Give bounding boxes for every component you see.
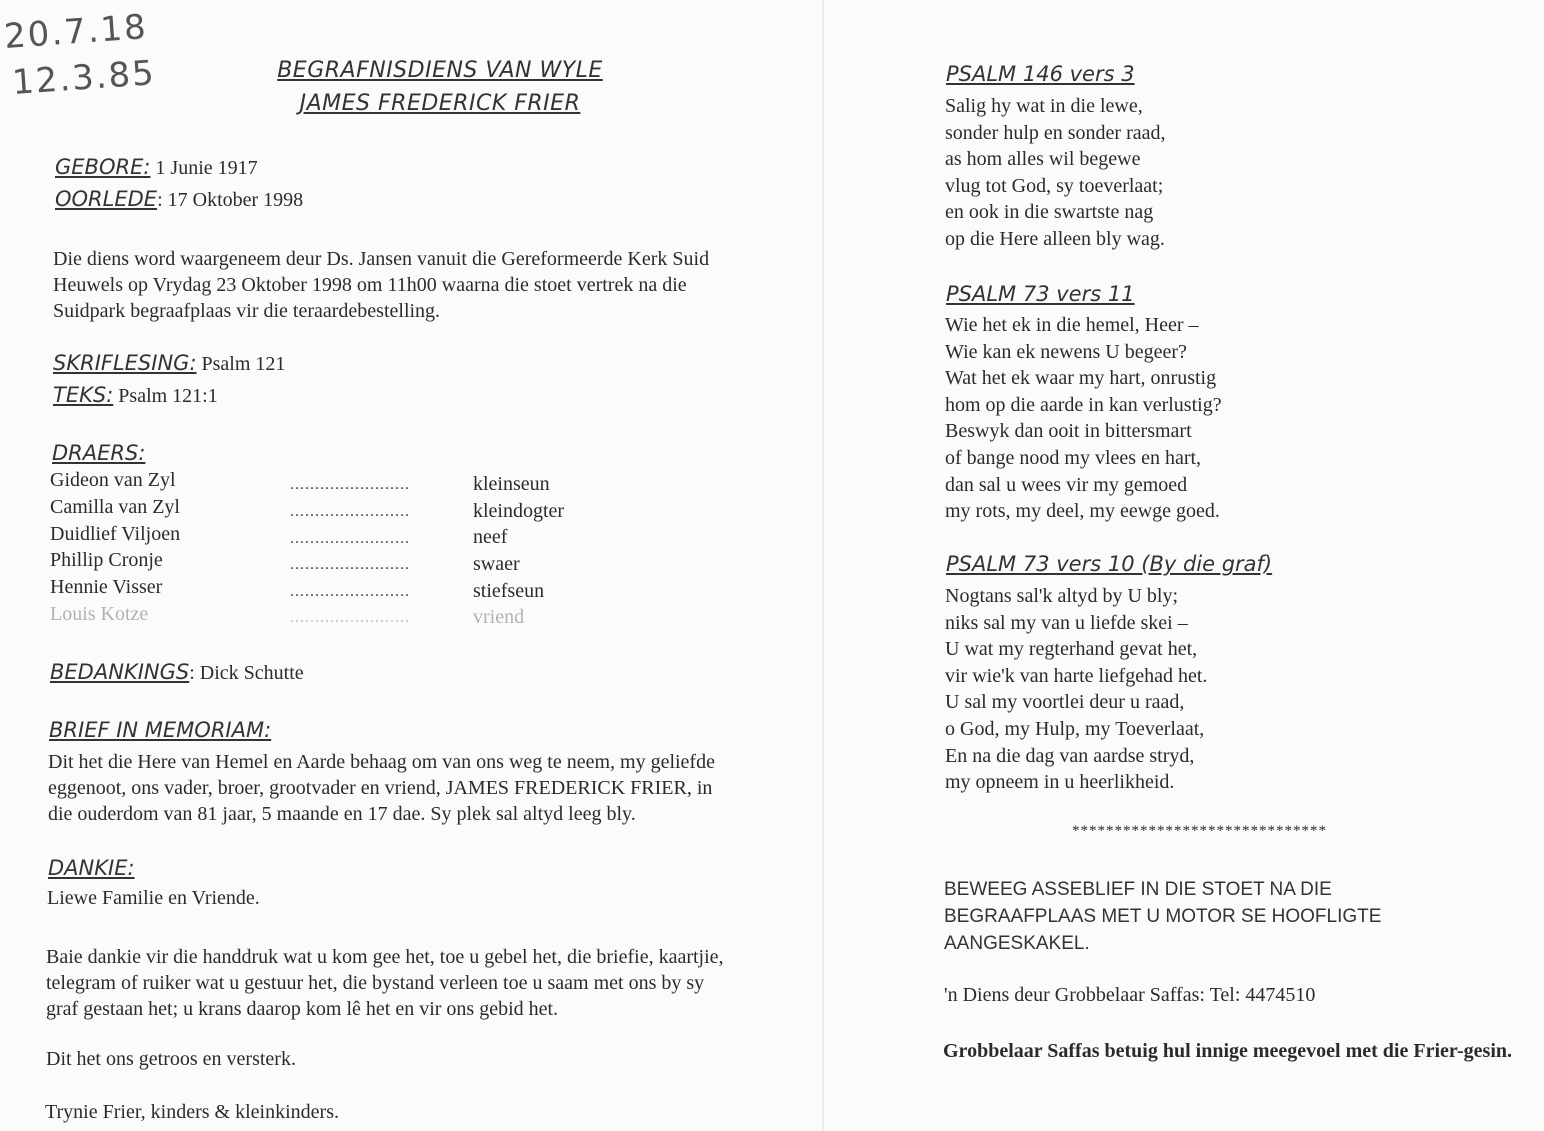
verse-line: dan sal u wees vir my gemoed: [945, 473, 1188, 496]
notice-line: BEGRAAFPLAAS MET U MOTOR SE HOOFLIGTE: [944, 906, 1382, 927]
bearer-dots: ........................: [290, 530, 410, 547]
verse-line: my rots, my deel, my eewge goed.: [945, 500, 1220, 523]
undertaker-line: 'n Diens deur Grobbelaar Saffas: Tel: 4474510: [944, 984, 1316, 1006]
service-line: Die diens word waargeneem deur Ds. Jansen vanuit die Gereformeerde Kerk Suid: [53, 248, 710, 270]
thanks-paragraph: [46, 944, 724, 1022]
born-value: 1 Junie 1917: [150, 157, 258, 179]
verse-line: Wie het ek in die hemel, Heer –: [945, 314, 1199, 336]
psalm-73-11-verse: [945, 312, 1222, 525]
service-paragraph: [53, 246, 709, 324]
bearer-name: Duidlief Viljoen: [50, 523, 181, 545]
bearer-relation: swaer: [473, 553, 520, 575]
psalm-146-title: PSALM 146 vers 3: [946, 62, 1135, 86]
bearer-relation: neef: [473, 526, 508, 548]
verse-line: of bange nood my vlees en hart,: [945, 446, 1202, 469]
thanks-line: Baie dankie vir die handdruk wat u kom gee het, toe u gebel het, die briefie, kaartjie,: [46, 946, 724, 968]
verse-line: my opneem in u heerlikheid.: [945, 771, 1175, 794]
verse-line: Nogtans sal'k altyd by U bly;: [945, 585, 1179, 607]
died-row: [55, 186, 303, 213]
handwritten-date-1: 20.7.18: [2, 7, 150, 57]
psalm-73-11-title: PSALM 73 vers 11: [946, 282, 1135, 306]
notice-line: AANGESKAKEL.: [944, 933, 1090, 954]
bearer-name: Phillip Cronje: [50, 549, 163, 571]
memoriam-label: BRIEF IN MEMORIAM:: [49, 718, 272, 742]
memoriam-heading: [49, 717, 271, 744]
bearer-dots: ........................: [290, 503, 410, 520]
service-line: Heuwels op Vrydag 23 Oktober 1998 om 11h00 waarna die stoet vertrek na die: [53, 274, 687, 296]
reading-row: [53, 350, 285, 377]
bearer-dots: ........................: [290, 476, 410, 493]
verse-line: vir wie'k van harte liefgehad het.: [945, 664, 1208, 687]
reading-label: SKRIFLESING:: [53, 351, 197, 375]
verse-line: vlug tot God, sy toeverlaat;: [945, 174, 1164, 197]
handwritten-date-2: 12.3.85: [10, 53, 158, 103]
service-line: Suidpark begraafplaas vir die teraardebestelling.: [53, 300, 441, 322]
bearer-dots: ........................: [290, 583, 410, 600]
text-label: TEKS:: [53, 383, 114, 407]
verse-line: Wat het ek waar my hart, onrustig: [945, 367, 1217, 390]
died-label: OORLEDE: [55, 187, 158, 211]
headlights-notice: [944, 876, 1381, 957]
bearer-name: Gideon van Zyl: [50, 469, 176, 491]
verse-line: Salig hy wat in die lewe,: [945, 95, 1143, 117]
text-value: Psalm 121:1: [113, 385, 218, 407]
verse-line: Wie kan ek newens U begeer?: [945, 340, 1187, 363]
bearer-relation: vriend: [473, 606, 525, 628]
thanks-heading: [48, 855, 135, 882]
bearer-name: Hennie Visser: [50, 576, 163, 598]
thanks-comfort: Dit het ons getroos en versterk.: [46, 1048, 296, 1070]
text-row: [53, 382, 218, 409]
memoriam-line: die ouderdom van 81 jaar, 5 maande en 17 dae. Sy plek sal altyd leeg bly.: [48, 803, 636, 825]
bearers-heading: [52, 440, 145, 467]
bearer-name: Louis Kotze: [50, 603, 149, 625]
thanks-line: graf gestaan het; u krans daarop kom lê het en vir ons gebid het.: [46, 998, 559, 1020]
verse-line: U wat my regterhand gevat het,: [945, 638, 1198, 661]
thanks-by-row: [50, 659, 304, 686]
died-value: : 17 Oktober 1998: [157, 189, 304, 211]
bearer-relation: kleinseun: [473, 473, 550, 495]
family-signature: Trynie Frier, kinders & kleinkinders.: [45, 1101, 339, 1123]
condolence-message: Grobbelaar Saffas betuig hul innige meegevoel met die Frier-gesin.: [943, 1040, 1513, 1062]
bearer-relation: kleindogter: [473, 500, 565, 522]
verse-line: sonder hulp en sonder raad,: [945, 121, 1166, 144]
verse-line: U sal my voortlei deur u raad,: [945, 691, 1185, 714]
born-row: [55, 154, 258, 181]
fold-line: [822, 0, 824, 1131]
psalm-73-10-verse: [945, 583, 1207, 796]
bearer-relation: stiefseun: [473, 580, 545, 602]
verse-line: as hom alles wil begewe: [945, 148, 1141, 171]
memoriam-line: eggenoot, ons vader, broer, grootvader en vriend, JAMES FREDERICK FRIER, in: [48, 777, 713, 799]
thanks-label: DANKIE:: [48, 856, 135, 880]
memoriam-line: Dit het die Here van Hemel en Aarde behaag om van ons weg te neem, my geliefde: [48, 751, 715, 773]
title-line-2: JAMES FREDERICK FRIER: [299, 91, 581, 116]
verse-line: en ook in die swartste nag: [945, 201, 1154, 224]
verse-line: o God, my Hulp, my Toeverlaat,: [945, 717, 1205, 740]
memoriam-paragraph: [48, 749, 715, 827]
separator-stars: ******************************: [1072, 823, 1327, 839]
bearers-label: DRAERS:: [52, 441, 146, 465]
title-line-1: BEGRAFNISDIENS VAN WYLE: [277, 58, 603, 83]
born-label: GEBORE:: [55, 155, 151, 179]
thanks-by-value: : Dick Schutte: [189, 662, 304, 684]
thanks-line: telegram of ruiker wat u gestuur het, die bystand verleen toe u saam met ons by sy: [46, 972, 705, 994]
verse-line: Beswyk dan ooit in bittersmart: [945, 420, 1192, 443]
bearer-dots: ........................: [290, 609, 410, 626]
verse-line: op die Here alleen bly wag.: [945, 227, 1165, 250]
reading-value: Psalm 121: [196, 353, 286, 375]
thanks-by-label: BEDANKINGS: [50, 660, 190, 684]
thanks-greeting: Liewe Familie en Vriende.: [47, 887, 260, 909]
bearer-name: Camilla van Zyl: [50, 496, 180, 518]
notice-line: BEWEEG ASSEBLIEF IN DIE STOET NA DIE: [944, 879, 1332, 900]
verse-line: hom op die aarde in kan verlustig?: [945, 393, 1222, 416]
bearer-dots: ........................: [290, 556, 410, 573]
psalm-73-10-title: PSALM 73 vers 10 (By die graf): [946, 552, 1273, 576]
psalm-146-verse: [945, 93, 1166, 253]
verse-line: niks sal my van u liefde skei –: [945, 611, 1188, 634]
verse-line: En na die dag van aardse stryd,: [945, 744, 1195, 767]
